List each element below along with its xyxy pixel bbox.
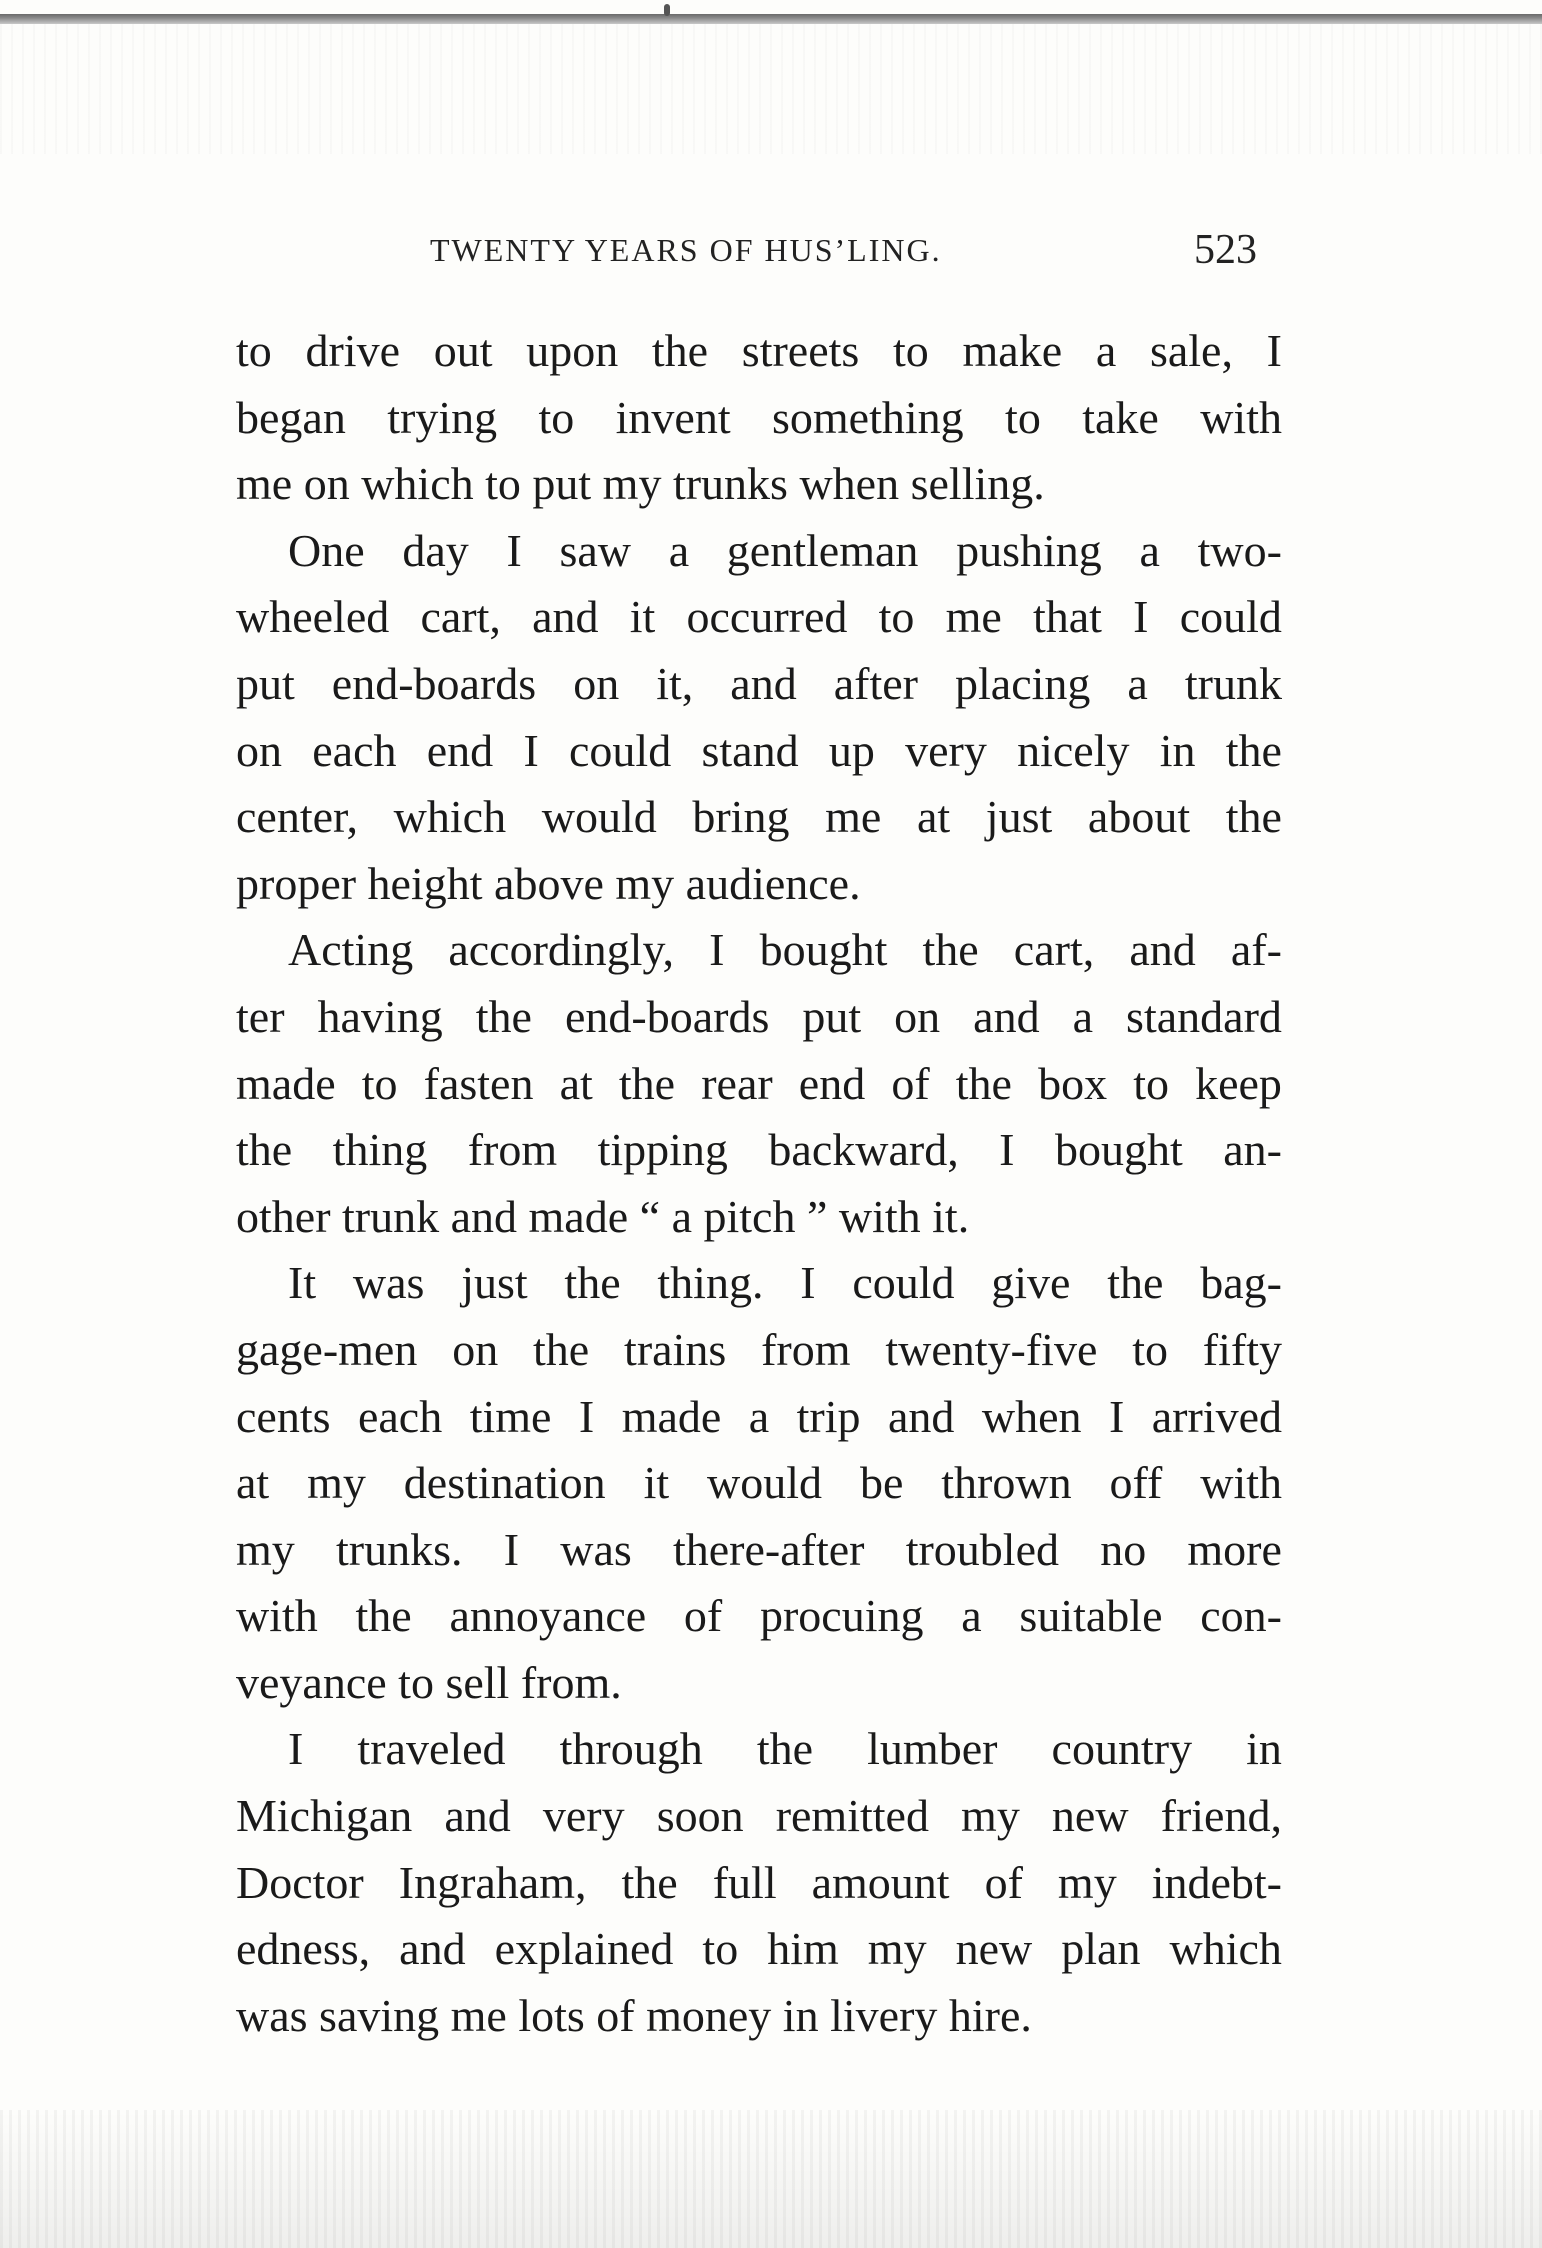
word: give	[991, 1257, 1071, 1309]
word: my	[1057, 1856, 1117, 1908]
text-line	[236, 1783, 1282, 1850]
word: procuing	[759, 1590, 924, 1642]
word: and	[532, 591, 599, 643]
text-line	[236, 1850, 1282, 1917]
word: the	[475, 990, 532, 1042]
word: something	[772, 391, 964, 443]
word: on	[236, 724, 282, 776]
body-text	[236, 318, 1282, 2049]
word: end	[798, 1057, 866, 1109]
word: the	[955, 1057, 1012, 1109]
word: about	[1087, 791, 1191, 843]
word: would	[707, 1457, 823, 1509]
word: two-	[1197, 524, 1282, 576]
word: amount	[811, 1856, 950, 1908]
word: I	[506, 524, 522, 576]
word: bring	[692, 791, 790, 843]
word: destination	[403, 1457, 606, 1509]
word: edness,	[236, 1923, 371, 1975]
word: to	[878, 591, 915, 643]
word: very	[542, 1790, 625, 1842]
word: I	[1266, 325, 1282, 376]
word: plan	[1061, 1923, 1141, 1975]
top-edge-mark	[664, 4, 670, 16]
word: at	[236, 1457, 270, 1509]
word: of	[984, 1856, 1023, 1908]
word: the	[236, 1124, 293, 1176]
line-text: me on which to put my trunks when selling.	[236, 458, 1045, 510]
line-text: other trunk and made “ a pitch ” with it.	[236, 1190, 970, 1242]
word: box	[1038, 1057, 1108, 1109]
word: It	[288, 1257, 317, 1309]
word: cart,	[1013, 924, 1095, 976]
text-line	[236, 718, 1282, 785]
word: my	[867, 1923, 927, 1975]
word: the	[756, 1723, 814, 1775]
text-line	[236, 1450, 1282, 1517]
word: there-after	[672, 1523, 865, 1575]
text-line	[236, 584, 1282, 651]
word: that	[1032, 591, 1102, 643]
word: it	[643, 1457, 670, 1509]
word: invent	[615, 391, 731, 443]
text-line	[236, 1051, 1282, 1118]
word: nicely	[1017, 724, 1130, 776]
word: I	[1108, 1390, 1125, 1442]
word: made	[236, 1057, 336, 1109]
word: I	[709, 924, 725, 976]
word: off	[1109, 1457, 1163, 1509]
word: traveled	[357, 1723, 506, 1775]
word: wheeled	[236, 591, 390, 643]
word: new	[1051, 1790, 1129, 1842]
word: with	[1200, 1457, 1282, 1509]
word: I	[999, 1124, 1015, 1176]
word: an-	[1223, 1124, 1282, 1176]
word: a	[668, 524, 690, 576]
word: up	[828, 724, 875, 776]
word: I	[1133, 591, 1149, 643]
word: occurred	[686, 591, 848, 643]
word: which	[393, 791, 507, 843]
text-line	[236, 651, 1282, 718]
word: bought	[759, 924, 888, 976]
word: to	[1005, 391, 1041, 443]
word: to	[702, 1923, 739, 1975]
word: be	[859, 1457, 904, 1509]
word: put	[236, 657, 295, 709]
word: fifty	[1202, 1323, 1282, 1375]
text-line	[236, 1250, 1282, 1317]
word: stand	[701, 724, 799, 776]
word: a	[748, 1390, 770, 1442]
text-line	[236, 1916, 1282, 1983]
word: and	[399, 1923, 466, 1975]
word: end-boards	[564, 990, 770, 1042]
word: Doctor	[236, 1856, 364, 1908]
word: trunk	[1184, 657, 1282, 709]
word: to	[1133, 1057, 1169, 1109]
word: a	[961, 1590, 982, 1642]
word: just	[461, 1257, 528, 1309]
word: drive	[305, 325, 400, 376]
word: to	[236, 325, 272, 376]
word: trying	[387, 391, 498, 443]
word: tipping	[597, 1124, 728, 1176]
word: gentleman	[726, 524, 919, 576]
word: rear	[701, 1057, 773, 1109]
text-line	[236, 318, 1282, 385]
word: and	[1129, 924, 1196, 976]
line-text: proper height above my audience.	[236, 857, 861, 909]
word: a	[1072, 990, 1094, 1042]
word: keep	[1195, 1057, 1282, 1109]
word: upon	[526, 325, 619, 376]
word: it,	[656, 657, 694, 709]
word: annoyance	[449, 1590, 647, 1642]
word: standard	[1126, 990, 1282, 1042]
top-edge-rule	[0, 14, 1542, 24]
word: friend,	[1160, 1790, 1282, 1842]
word: trip	[796, 1390, 861, 1442]
word: me	[945, 591, 1002, 643]
word: end	[426, 724, 494, 776]
word: my	[236, 1523, 295, 1575]
text-line	[236, 1117, 1282, 1184]
word: just	[985, 791, 1053, 843]
word: would	[541, 791, 657, 843]
text-line	[236, 1184, 1282, 1251]
word: trains	[624, 1323, 727, 1375]
word: him	[767, 1923, 839, 1975]
line-text: veyance to sell from.	[236, 1656, 622, 1708]
word: of	[683, 1590, 723, 1642]
word: a	[1127, 657, 1148, 709]
word: I	[800, 1257, 816, 1309]
word: indebt-	[1151, 1856, 1282, 1908]
word: with	[1200, 391, 1282, 443]
word: was	[560, 1523, 632, 1575]
text-line	[236, 1317, 1282, 1384]
word: make	[962, 325, 1063, 376]
word: cents	[236, 1390, 331, 1442]
word: cart,	[420, 591, 501, 643]
word: lumber	[867, 1723, 998, 1775]
word: center,	[236, 791, 359, 843]
word: could	[569, 724, 672, 776]
word: out	[433, 325, 493, 376]
word: streets	[741, 325, 860, 376]
word: take	[1082, 391, 1159, 443]
word: of	[891, 1057, 930, 1109]
word: a	[1139, 524, 1160, 576]
word: full	[712, 1856, 777, 1908]
word: the	[651, 325, 709, 376]
word: thing	[332, 1124, 428, 1176]
word: when	[981, 1390, 1082, 1442]
word: which	[1169, 1923, 1282, 1975]
word: thing.	[657, 1257, 764, 1309]
word: in	[1246, 1723, 1282, 1775]
word: the	[618, 1057, 676, 1109]
word: with	[236, 1590, 318, 1642]
word: through	[559, 1723, 703, 1775]
word: from	[761, 1323, 851, 1375]
text-line	[236, 1650, 1282, 1717]
text-line	[236, 917, 1282, 984]
text-line	[236, 984, 1282, 1051]
text-line	[236, 518, 1282, 585]
word: the	[621, 1856, 678, 1908]
word: placing	[955, 657, 1091, 709]
scan-texture-bottom	[0, 2110, 1542, 2248]
word: Michigan	[236, 1790, 413, 1842]
word: on	[894, 990, 941, 1042]
word: sale,	[1149, 325, 1233, 376]
word: twenty-five	[885, 1323, 1098, 1375]
word: fasten	[423, 1057, 534, 1109]
text-line	[236, 851, 1282, 918]
word: the	[1107, 1257, 1164, 1309]
word: backward,	[768, 1124, 959, 1176]
word: gage-men	[236, 1323, 418, 1375]
word: accordingly,	[448, 924, 674, 976]
word: to	[1132, 1323, 1168, 1375]
word: suitable	[1019, 1590, 1163, 1642]
text-line	[236, 1583, 1282, 1650]
word: troubled	[905, 1523, 1059, 1575]
word: on	[573, 657, 620, 709]
word: no	[1100, 1523, 1147, 1575]
word: to	[538, 391, 575, 443]
word: very	[905, 724, 987, 776]
text-line	[236, 1716, 1282, 1783]
word: saw	[559, 524, 631, 576]
word: made	[621, 1390, 722, 1442]
running-title: TWENTY YEARS OF HUS’LING.	[430, 232, 942, 268]
text-line	[236, 451, 1282, 518]
word: thrown	[941, 1457, 1072, 1509]
word: con-	[1200, 1590, 1282, 1642]
word: the	[922, 924, 979, 976]
word: af-	[1230, 924, 1282, 976]
word: could	[1179, 591, 1282, 643]
word: end-boards	[331, 657, 537, 709]
text-line	[236, 1384, 1282, 1451]
word: day	[402, 524, 469, 576]
text-line	[236, 1517, 1282, 1584]
word: Acting	[288, 924, 414, 976]
word: new	[955, 1923, 1033, 1975]
word: began	[236, 391, 346, 443]
word: to	[893, 325, 929, 376]
word: my	[961, 1790, 1020, 1842]
word: the	[564, 1257, 621, 1309]
word: explained	[494, 1923, 674, 1975]
word: I	[503, 1523, 520, 1575]
word: put	[802, 990, 862, 1042]
word: after	[833, 657, 918, 709]
word: the	[1225, 724, 1282, 776]
word: time	[469, 1390, 552, 1442]
word: at	[559, 1057, 593, 1109]
word: and	[973, 990, 1040, 1042]
word: it	[629, 591, 656, 643]
word: more	[1187, 1523, 1282, 1575]
word: Ingraham,	[398, 1856, 587, 1908]
word: One	[288, 524, 365, 576]
word: and	[444, 1790, 511, 1842]
word: and	[730, 657, 797, 709]
word: pushing	[956, 524, 1102, 576]
word: trunks.	[335, 1523, 463, 1575]
word: could	[852, 1257, 955, 1309]
word: having	[317, 990, 443, 1042]
word: and	[887, 1390, 955, 1442]
word: the	[533, 1323, 590, 1375]
word: soon	[656, 1790, 744, 1842]
word: on	[452, 1323, 499, 1375]
word: a	[1095, 325, 1117, 376]
word: at	[916, 791, 951, 843]
text-line	[236, 385, 1282, 452]
line-text: was saving me lots of money in livery hire.	[236, 1989, 1032, 2041]
word: I	[523, 724, 539, 776]
word: the	[355, 1590, 412, 1642]
word: each	[357, 1390, 443, 1442]
word: me	[825, 791, 882, 843]
page-number: 523	[1194, 227, 1257, 273]
word: in	[1159, 724, 1196, 776]
word: ter	[236, 990, 285, 1042]
text-line	[236, 784, 1282, 851]
word: arrived	[1151, 1390, 1282, 1442]
word: I	[288, 1723, 304, 1775]
word: country	[1051, 1723, 1193, 1775]
word: was	[352, 1257, 425, 1309]
word: each	[312, 724, 397, 776]
word: the	[1225, 791, 1282, 843]
word: bought	[1054, 1124, 1183, 1176]
scan-texture-top	[0, 24, 1542, 154]
word: I	[578, 1390, 595, 1442]
word: from	[467, 1124, 558, 1176]
word: to	[361, 1057, 398, 1109]
word: bag-	[1200, 1257, 1282, 1309]
word: my	[307, 1457, 366, 1509]
word: remitted	[775, 1790, 929, 1842]
text-line	[236, 1983, 1282, 2050]
